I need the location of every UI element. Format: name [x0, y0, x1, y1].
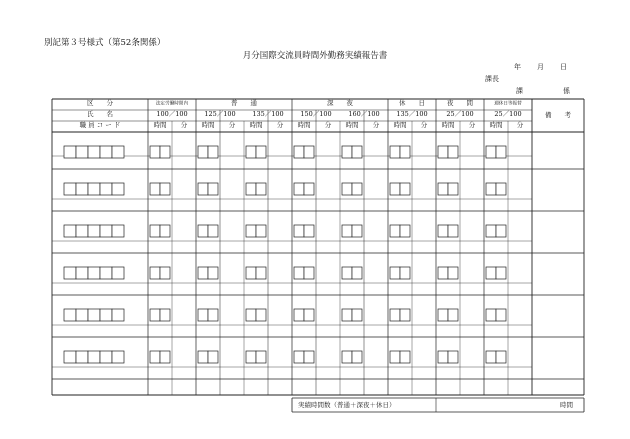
late-night-header: 深 夜 [327, 99, 353, 107]
hours-digit-box[interactable] [486, 351, 496, 363]
employee-code-digit-box[interactable] [100, 351, 112, 363]
hours-digit-box[interactable] [294, 351, 304, 363]
hours-digit-box[interactable] [438, 267, 448, 279]
employee-code-digit-box[interactable] [100, 309, 112, 321]
hours-digit-box[interactable] [256, 267, 266, 279]
hour-label: 時間 [441, 121, 455, 129]
hours-digit-box[interactable] [486, 183, 496, 195]
hours-digit-box[interactable] [198, 183, 208, 195]
hours-digit-box[interactable] [198, 146, 208, 158]
hours-digit-box[interactable] [198, 309, 208, 321]
hours-digit-box[interactable] [448, 309, 458, 321]
hours-digit-box[interactable] [256, 351, 266, 363]
hours-digit-box[interactable] [390, 225, 400, 237]
hours-digit-box[interactable] [448, 225, 458, 237]
hours-digit-box[interactable] [438, 309, 448, 321]
hours-digit-box[interactable] [390, 309, 400, 321]
hours-digit-box[interactable] [246, 225, 256, 237]
hours-digit-box[interactable] [352, 183, 362, 195]
hours-digit-box[interactable] [400, 183, 410, 195]
hours-digit-box[interactable] [246, 351, 256, 363]
employee-code-digit-box[interactable] [112, 267, 124, 279]
employee-code-digit-box[interactable] [100, 225, 112, 237]
hours-digit-box[interactable] [198, 225, 208, 237]
rate-label: 160／100 [348, 110, 380, 118]
name-header: 氏 名 [87, 110, 113, 118]
hours-digit-box[interactable] [496, 225, 506, 237]
hours-digit-box[interactable] [438, 351, 448, 363]
hours-digit-box[interactable] [294, 309, 304, 321]
minute-label: 分 [180, 121, 188, 129]
category-header: 区 分 [87, 99, 113, 107]
year-label: 年 [514, 63, 521, 71]
hours-digit-box[interactable] [160, 267, 170, 279]
rate-label: 25／100 [446, 110, 474, 118]
hours-digit-box[interactable] [352, 309, 362, 321]
day-label: 日 [560, 63, 567, 71]
hours-digit-box[interactable] [438, 225, 448, 237]
hours-digit-box[interactable] [150, 309, 160, 321]
hour-label: 時間 [153, 121, 167, 129]
hours-digit-box[interactable] [150, 146, 160, 158]
employee-code-digit-box[interactable] [76, 309, 88, 321]
hour-label: 時間 [249, 121, 263, 129]
month-label: 月 [537, 63, 544, 71]
employee-code-digit-box[interactable] [64, 267, 76, 279]
hours-digit-box[interactable] [208, 146, 218, 158]
employee-code-digit-box[interactable] [112, 225, 124, 237]
hours-digit-box[interactable] [486, 309, 496, 321]
hours-digit-box[interactable] [486, 225, 496, 237]
staff-approval-label: 係 [563, 87, 570, 95]
hours-digit-box[interactable] [294, 183, 304, 195]
hours-digit-box[interactable] [150, 183, 160, 195]
hours-digit-box[interactable] [294, 267, 304, 279]
hours-digit-box[interactable] [486, 267, 496, 279]
employee-code-digit-box[interactable] [88, 183, 100, 195]
hours-digit-box[interactable] [208, 351, 218, 363]
summary-unit: 時間 [560, 401, 573, 409]
hour-label: 時間 [297, 121, 311, 129]
employee-code-digit-box[interactable] [76, 267, 88, 279]
form-label: 別記第３号様式（第52条関係） [44, 38, 166, 48]
hours-digit-box[interactable] [352, 225, 362, 237]
hours-digit-box[interactable] [496, 267, 506, 279]
hours-digit-box[interactable] [160, 146, 170, 158]
hours-digit-box[interactable] [438, 183, 448, 195]
hours-digit-box[interactable] [208, 267, 218, 279]
hours-digit-box[interactable] [256, 183, 266, 195]
hours-digit-box[interactable] [304, 351, 314, 363]
hours-digit-box[interactable] [390, 146, 400, 158]
hours-digit-box[interactable] [208, 225, 218, 237]
employee-code-digit-box[interactable] [88, 267, 100, 279]
employee-code-header: 職 員 コ ー ド [79, 121, 121, 129]
employee-code-digit-box[interactable] [64, 309, 76, 321]
hours-digit-box[interactable] [448, 146, 458, 158]
employee-code-digit-box[interactable] [112, 309, 124, 321]
employee-code-digit-box[interactable] [112, 183, 124, 195]
minute-label: 分 [372, 121, 380, 129]
document-title: 月分国際交流員時間外勤務実績報告書 [242, 51, 388, 61]
hours-digit-box[interactable] [304, 146, 314, 158]
hours-digit-box[interactable] [150, 267, 160, 279]
hours-digit-box[interactable] [304, 183, 314, 195]
chief-approval-label: 課長 [485, 75, 499, 83]
hours-digit-box[interactable] [208, 183, 218, 195]
summary-label: 実績時間数（普通＋深夜＋休日） [298, 401, 396, 409]
hours-digit-box[interactable] [246, 146, 256, 158]
hours-digit-box[interactable] [390, 183, 400, 195]
hours-digit-box[interactable] [438, 146, 448, 158]
hours-digit-box[interactable] [256, 225, 266, 237]
hours-digit-box[interactable] [304, 309, 314, 321]
hours-digit-box[interactable] [448, 183, 458, 195]
hours-digit-box[interactable] [246, 309, 256, 321]
hours-digit-box[interactable] [246, 183, 256, 195]
hours-digit-box[interactable] [352, 351, 362, 363]
employee-code-digit-box[interactable] [88, 309, 100, 321]
employee-code-digit-box[interactable] [100, 183, 112, 195]
employee-code-digit-box[interactable] [76, 146, 88, 158]
employee-code-digit-box[interactable] [88, 351, 100, 363]
rate-label: 125／100 [204, 110, 236, 118]
hours-digit-box[interactable] [294, 146, 304, 158]
employee-code-digit-box[interactable] [64, 225, 76, 237]
hour-label: 時間 [345, 121, 359, 129]
hours-digit-box[interactable] [342, 309, 352, 321]
hours-digit-box[interactable] [400, 351, 410, 363]
employee-code-digit-box[interactable] [64, 351, 76, 363]
employee-code-digit-box[interactable] [100, 267, 112, 279]
hours-digit-box[interactable] [390, 267, 400, 279]
regular-header: 普 通 [231, 99, 257, 107]
hour-label: 時間 [201, 121, 215, 129]
hours-digit-box[interactable] [400, 146, 410, 158]
statutory-hours-header: 法定労働時間内 [155, 101, 189, 107]
employee-code-digit-box[interactable] [100, 146, 112, 158]
hours-digit-box[interactable] [352, 146, 362, 158]
hour-label: 時間 [393, 121, 407, 129]
hours-digit-box[interactable] [496, 351, 506, 363]
minute-label: 分 [516, 121, 524, 129]
hours-digit-box[interactable] [198, 267, 208, 279]
hours-digit-box[interactable] [352, 267, 362, 279]
night-header: 夜 間 [447, 99, 473, 107]
employee-code-digit-box[interactable] [76, 183, 88, 195]
hours-digit-box[interactable] [160, 309, 170, 321]
holiday-header: 休 日 [399, 99, 425, 107]
remarks-header: 備 考 [545, 111, 571, 119]
employee-code-digit-box[interactable] [76, 351, 88, 363]
hours-digit-box[interactable] [496, 309, 506, 321]
hours-digit-box[interactable] [342, 183, 352, 195]
hours-digit-box[interactable] [198, 351, 208, 363]
employee-code-digit-box[interactable] [88, 225, 100, 237]
rate-label: 25／100 [494, 110, 522, 118]
hours-digit-box[interactable] [160, 183, 170, 195]
hours-digit-box[interactable] [342, 225, 352, 237]
hours-digit-box[interactable] [448, 351, 458, 363]
employee-code-digit-box[interactable] [64, 183, 76, 195]
rate-label: 135／100 [396, 110, 428, 118]
rate-label: 135／100 [252, 110, 284, 118]
hours-digit-box[interactable] [496, 146, 506, 158]
employee-code-digit-box[interactable] [112, 146, 124, 158]
rate-label: 100／100 [156, 110, 188, 118]
section-approval-label: 課 [516, 87, 523, 95]
hours-digit-box[interactable] [256, 309, 266, 321]
hours-digit-box[interactable] [256, 146, 266, 158]
minute-label: 分 [420, 121, 428, 129]
hours-digit-box[interactable] [342, 146, 352, 158]
hours-digit-box[interactable] [496, 183, 506, 195]
hours-digit-box[interactable] [400, 225, 410, 237]
rate-label: 150／100 [300, 110, 332, 118]
hours-digit-box[interactable] [246, 267, 256, 279]
minute-label: 分 [228, 121, 236, 129]
hours-digit-box[interactable] [342, 267, 352, 279]
minute-label: 分 [276, 121, 284, 129]
hours-digit-box[interactable] [400, 309, 410, 321]
employee-code-digit-box[interactable] [64, 146, 76, 158]
hours-digit-box[interactable] [486, 146, 496, 158]
hours-digit-box[interactable] [150, 351, 160, 363]
employee-code-digit-box[interactable] [76, 225, 88, 237]
minute-label: 分 [324, 121, 332, 129]
hours-digit-box[interactable] [304, 225, 314, 237]
hours-digit-box[interactable] [150, 225, 160, 237]
hours-digit-box[interactable] [304, 267, 314, 279]
hours-digit-box[interactable] [160, 351, 170, 363]
hours-digit-box[interactable] [160, 225, 170, 237]
hours-digit-box[interactable] [390, 351, 400, 363]
hours-digit-box[interactable] [294, 225, 304, 237]
hours-digit-box[interactable] [400, 267, 410, 279]
weekly-holiday-transfer-header: 週休日等振替 [494, 101, 522, 107]
minute-label: 分 [468, 121, 476, 129]
hours-digit-box[interactable] [342, 351, 352, 363]
hours-digit-box[interactable] [208, 309, 218, 321]
employee-code-digit-box[interactable] [88, 146, 100, 158]
hour-label: 時間 [489, 121, 503, 129]
employee-code-digit-box[interactable] [112, 351, 124, 363]
hours-digit-box[interactable] [448, 267, 458, 279]
